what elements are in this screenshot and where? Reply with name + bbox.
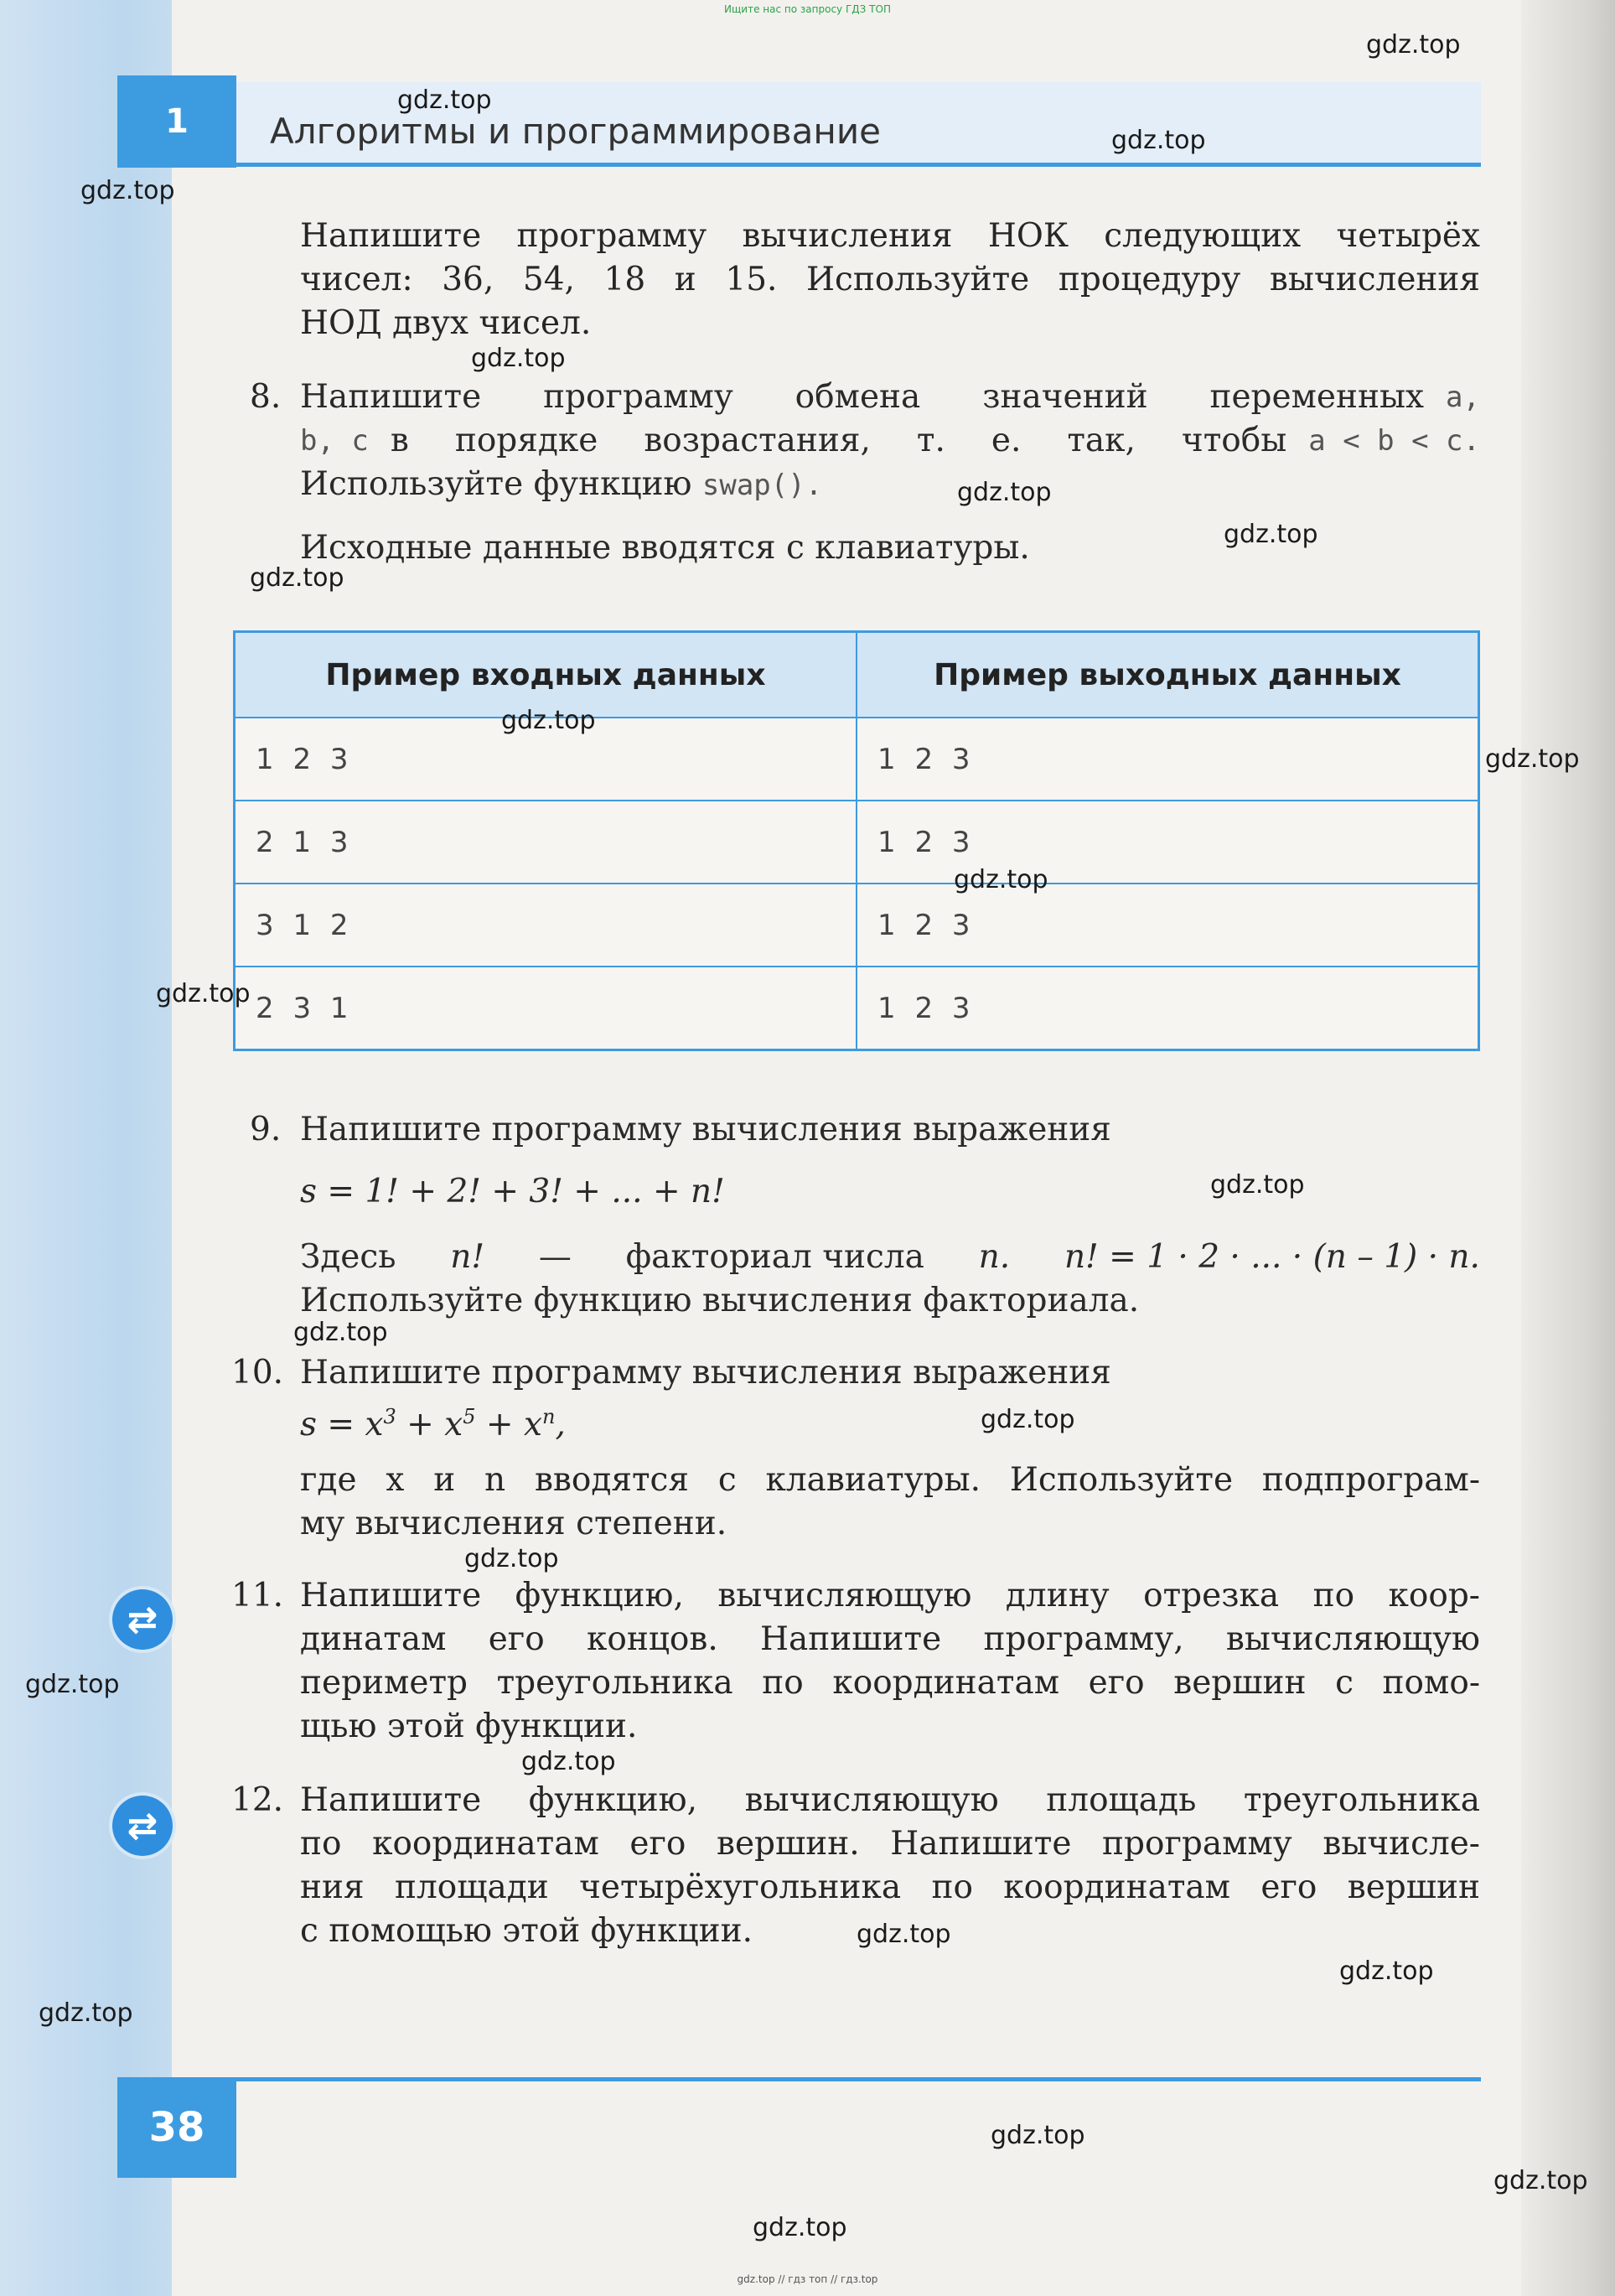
task9-line-3-n2: n. — [978, 1238, 1011, 1276]
task10-formula-pre: s = x — [300, 1406, 384, 1443]
swap-icon: ⇄ — [112, 1589, 173, 1650]
task9-line-1: Напишите программу вычисления выражения — [300, 1111, 1111, 1148]
watermark: gdz.top — [156, 979, 251, 1008]
io-example-table — [233, 630, 1480, 1051]
table-cell-output: 1 2 3 — [857, 801, 1479, 884]
watermark: gdz.top — [80, 176, 175, 205]
task8-swap-code: swap(). — [701, 469, 823, 502]
watermark: gdz.top — [857, 1920, 951, 1949]
task11-line-4: щью этой функции. — [300, 1708, 638, 1745]
task10-line-4: му вычисления степени. — [300, 1505, 727, 1542]
watermark: gdz.top — [25, 1670, 120, 1699]
task10-exp-1: 3 — [383, 1405, 396, 1428]
watermark: gdz.top — [1111, 126, 1206, 155]
task10-formula-mid-1: + x — [396, 1406, 463, 1443]
table-cell-output: 1 2 3 — [857, 884, 1479, 967]
watermark: gdz.top — [464, 1544, 559, 1573]
task10-number: 10. — [231, 1354, 284, 1392]
top-note[interactable]: Ищите нас по запросу ГДЗ ТОП — [724, 3, 891, 15]
task8-number: 8. — [250, 378, 282, 416]
task8-line-3 — [300, 463, 822, 507]
task11-number: 11. — [231, 1577, 284, 1614]
task8-line-1-text: Напишите программу обмена значений переменных — [300, 378, 1425, 416]
table-row — [235, 801, 1479, 884]
task9-line-3-a: Здесь — [300, 1238, 396, 1276]
task12-line-1: Напишите функцию, вычисляющую площадь треугольника — [300, 1781, 1480, 1819]
table-cell-input: 2 1 3 — [235, 801, 857, 884]
task8-line-3-text: Используйте функцию — [300, 465, 692, 503]
table-header-input: Пример входных данных — [235, 632, 857, 718]
table-cell-input: 3 1 2 — [235, 884, 857, 967]
task12-number: 12. — [231, 1781, 284, 1819]
task12-line-4: с помощью этой функции. — [300, 1912, 753, 1950]
watermark: gdz.top — [521, 1747, 616, 1776]
swap-icon: ⇄ — [112, 1796, 173, 1856]
table-header-row — [235, 632, 1479, 718]
table-row — [235, 718, 1479, 801]
left-margin-strip — [0, 0, 172, 2296]
intro-task-line-2: чисел: 36, 54, 18 и 15. Используйте процедуру вычисления — [300, 261, 1480, 298]
task10-exp-3: n — [541, 1405, 556, 1428]
task8-line-1 — [300, 376, 1480, 419]
chapter-number-tab: 1 — [117, 75, 236, 168]
task8-var-a: a, — [1446, 381, 1480, 414]
watermark: gdz.top — [753, 2213, 847, 2242]
watermark: gdz.top — [501, 706, 596, 735]
watermark: gdz.top — [1366, 30, 1461, 60]
watermark: gdz.top — [954, 865, 1048, 894]
watermark: gdz.top — [1224, 520, 1318, 549]
watermark: gdz.top — [471, 344, 566, 373]
table-cell-input: 1 2 3 — [235, 718, 857, 801]
task10-formula — [300, 1395, 566, 1447]
watermark: gdz.top — [991, 2121, 1085, 2150]
watermark: gdz.top — [250, 563, 344, 593]
chapter-title: Алгоритмы и программирование — [270, 111, 881, 152]
table-cell-output: 1 2 3 — [857, 718, 1479, 801]
bottom-note[interactable]: gdz.top // гдз топ // гдз.top — [737, 2273, 878, 2285]
watermark: gdz.top — [1485, 744, 1580, 774]
task8-line-2 — [300, 419, 1480, 463]
intro-task-line-1: Напишите программу вычисления НОК следующих четырёх — [300, 217, 1480, 255]
task11-line-3: периметр треугольника по координатам его вершин с помо- — [300, 1664, 1480, 1702]
task9-formula: s = 1! + 2! + 3! + ... + n! — [300, 1173, 725, 1210]
intro-task-line-3: НОД двух чисел. — [300, 304, 592, 342]
page-edge-shadow — [1521, 0, 1615, 2296]
task10-exp-2: 5 — [463, 1405, 476, 1428]
task9-line-3 — [300, 1236, 1480, 1279]
task9-line-4: Используйте функцию вычисления факториала. — [300, 1282, 1140, 1319]
table-cell-input: 2 3 1 — [235, 967, 857, 1050]
task8-line-2-text: в порядке возрастания, т. е. так, чтобы — [390, 422, 1287, 459]
task9-line-3-n: n! — [450, 1238, 485, 1276]
table-row — [235, 967, 1479, 1050]
task8-line-4: Исходные данные вводятся с клавиатуры. — [300, 529, 1030, 567]
task9-factorial-formula: n! = 1 · 2 · ... · (n – 1) · n. — [1064, 1238, 1480, 1276]
task10-formula-mid-2: + x — [475, 1406, 542, 1443]
task8-vars-bc: b, c — [300, 424, 369, 458]
table-row — [235, 884, 1479, 967]
watermark: gdz.top — [293, 1318, 388, 1347]
task8-condition: a < b < c. — [1308, 424, 1480, 458]
page-number: 38 — [117, 2077, 236, 2178]
footer-divider — [236, 2077, 1481, 2081]
task11-line-2: динатам его концов. Напишите программу, вычисляющую — [300, 1620, 1480, 1658]
watermark: gdz.top — [957, 478, 1052, 507]
task10-line-1: Напишите программу вычисления выражения — [300, 1354, 1111, 1392]
task12-line-3: ния площади четырёхугольника по координатам его вершин — [300, 1868, 1480, 1906]
header-divider — [236, 163, 1481, 167]
task9-line-3-dash: — — [538, 1238, 572, 1276]
task11-line-1: Напишите функцию, вычисляющую длину отрезка по коор- — [300, 1577, 1480, 1614]
task9-line-3-b: факториал числа — [625, 1238, 924, 1276]
task10-formula-end: , — [555, 1406, 566, 1443]
task12-line-2: по координатам его вершин. Напишите программу вычисле- — [300, 1825, 1480, 1863]
task10-line-3: где x и n вводятся с клавиатуры. Используйте подпрограм- — [300, 1461, 1480, 1499]
watermark: gdz.top — [39, 1998, 133, 2028]
watermark: gdz.top — [1493, 2166, 1588, 2195]
table-cell-output: 1 2 3 — [857, 967, 1479, 1050]
table-header-output: Пример выходных данных — [857, 632, 1479, 718]
watermark: gdz.top — [1210, 1170, 1305, 1200]
task9-number: 9. — [250, 1111, 282, 1148]
watermark: gdz.top — [981, 1405, 1075, 1434]
watermark: gdz.top — [1339, 1957, 1434, 1986]
watermark: gdz.top — [397, 86, 492, 115]
